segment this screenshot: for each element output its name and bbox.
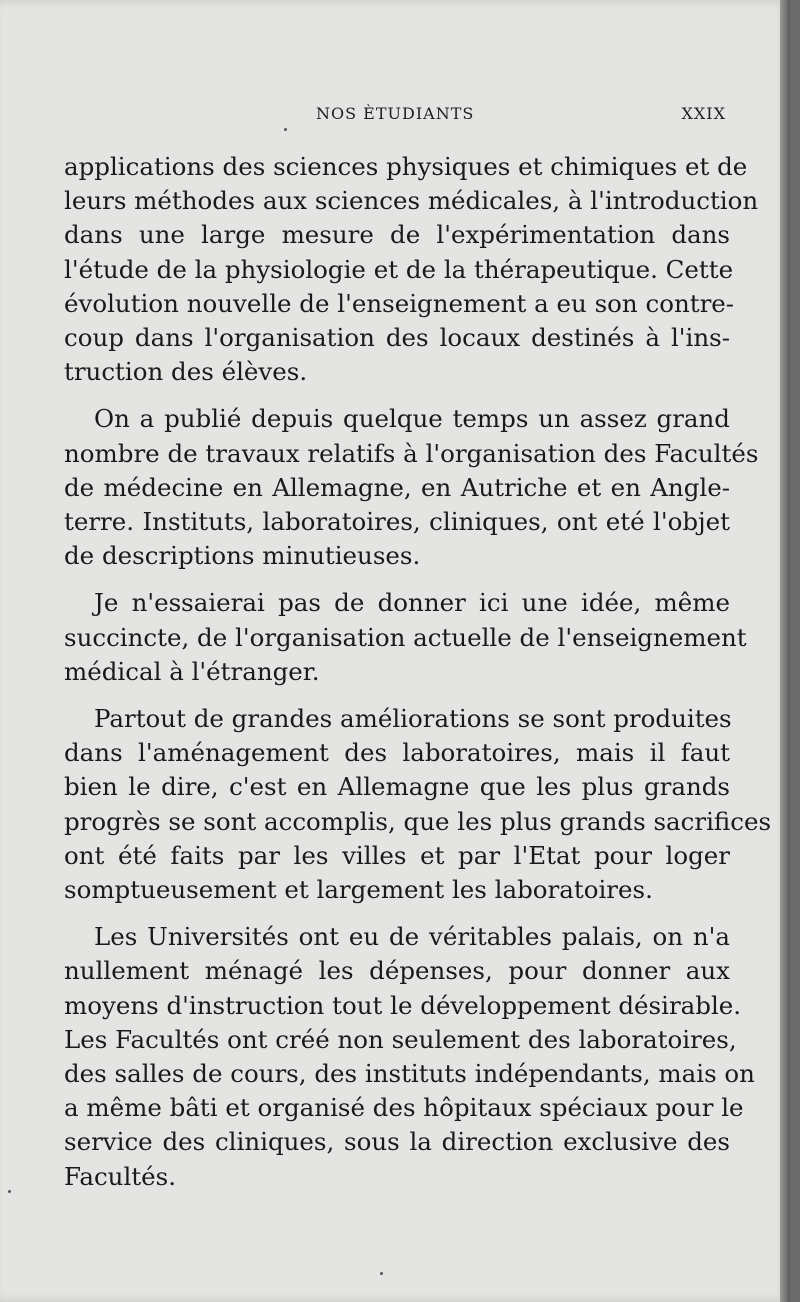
text-line: bien le dire, c'est en Allemagne que les plus grands (64, 772, 730, 802)
text-line: On a publié depuis quelque temps un assez grand (94, 404, 730, 434)
text-line: Les Facultés ont créé non seulement des laboratoires, (64, 1024, 737, 1054)
text-line: somptueusement et largement les laboratoires. (64, 875, 653, 905)
text-line: Les Universités ont eu de véritables palais, on n'a (94, 922, 730, 952)
text-line: terre. Instituts, laboratoires, cliniques, ont eté l'objet (64, 507, 730, 537)
paragraph (64, 702, 772, 907)
text-line: progrès se sont accomplis, que les plus grands sacrifices (64, 806, 772, 836)
text-line: a même bâti et organisé des hôpitaux spéciaux pour le (64, 1093, 744, 1123)
text-line: ont été faits par les villes et par l'Etat pour loger (64, 840, 730, 870)
text-line: dans une large mesure de l'expérimentation dans (64, 220, 730, 250)
print-speck (8, 1190, 11, 1193)
print-speck (380, 1272, 383, 1275)
text-line: applications des sciences physiques et chimiques et de (64, 152, 748, 181)
text-line: évolution nouvelle de l'enseignement a eu son contre- (64, 288, 735, 318)
page-number: XXIX (681, 104, 726, 123)
text-line: Facultés. (64, 1161, 176, 1191)
page-header (64, 104, 728, 130)
print-speck (284, 128, 287, 131)
paragraph (64, 586, 747, 689)
paragraph (64, 402, 759, 573)
text-line: service des cliniques, sous la direction exclusive des (64, 1127, 730, 1157)
paragraph (64, 920, 755, 1194)
text-line: dans l'aménagement des laboratoires, mais il faut (64, 738, 730, 768)
text-line: coup dans l'organisation des locaux destinés à l'ins- (64, 323, 730, 353)
text-line: nombre de travaux relatifs à l'organisation des Facultés (64, 438, 759, 468)
running-title: NOS ÈTUDIANTS (316, 104, 475, 123)
body-text (64, 150, 772, 1207)
text-line: leurs méthodes aux sciences médicales, à l'introduction (64, 186, 759, 216)
page-edge-shadow (780, 0, 790, 1302)
text-line: médical à l'étranger. (64, 656, 320, 686)
paragraph (64, 150, 759, 389)
text-line: des salles de cours, des instituts indépendants, mais on (64, 1059, 755, 1089)
text-line: Partout de grandes améliorations se sont produites (94, 704, 732, 734)
text-line: l'étude de la physiologie et de la thérapeutique. Cette (64, 254, 734, 284)
text-line: truction des élèves. (64, 357, 308, 387)
text-line: succincte, de l'organisation actuelle de l'enseignement (64, 622, 747, 652)
text-line: nullement ménagé les dépenses, pour donner aux (64, 956, 730, 986)
text-line: Je n'essaierai pas de donner ici une idée, même (94, 588, 730, 618)
text-line: de médecine en Allemagne, en Autriche et en Angle- (64, 472, 730, 502)
text-line: moyens d'instruction tout le développement désirable. (64, 990, 742, 1020)
text-line: de descriptions minutieuses. (64, 541, 421, 571)
